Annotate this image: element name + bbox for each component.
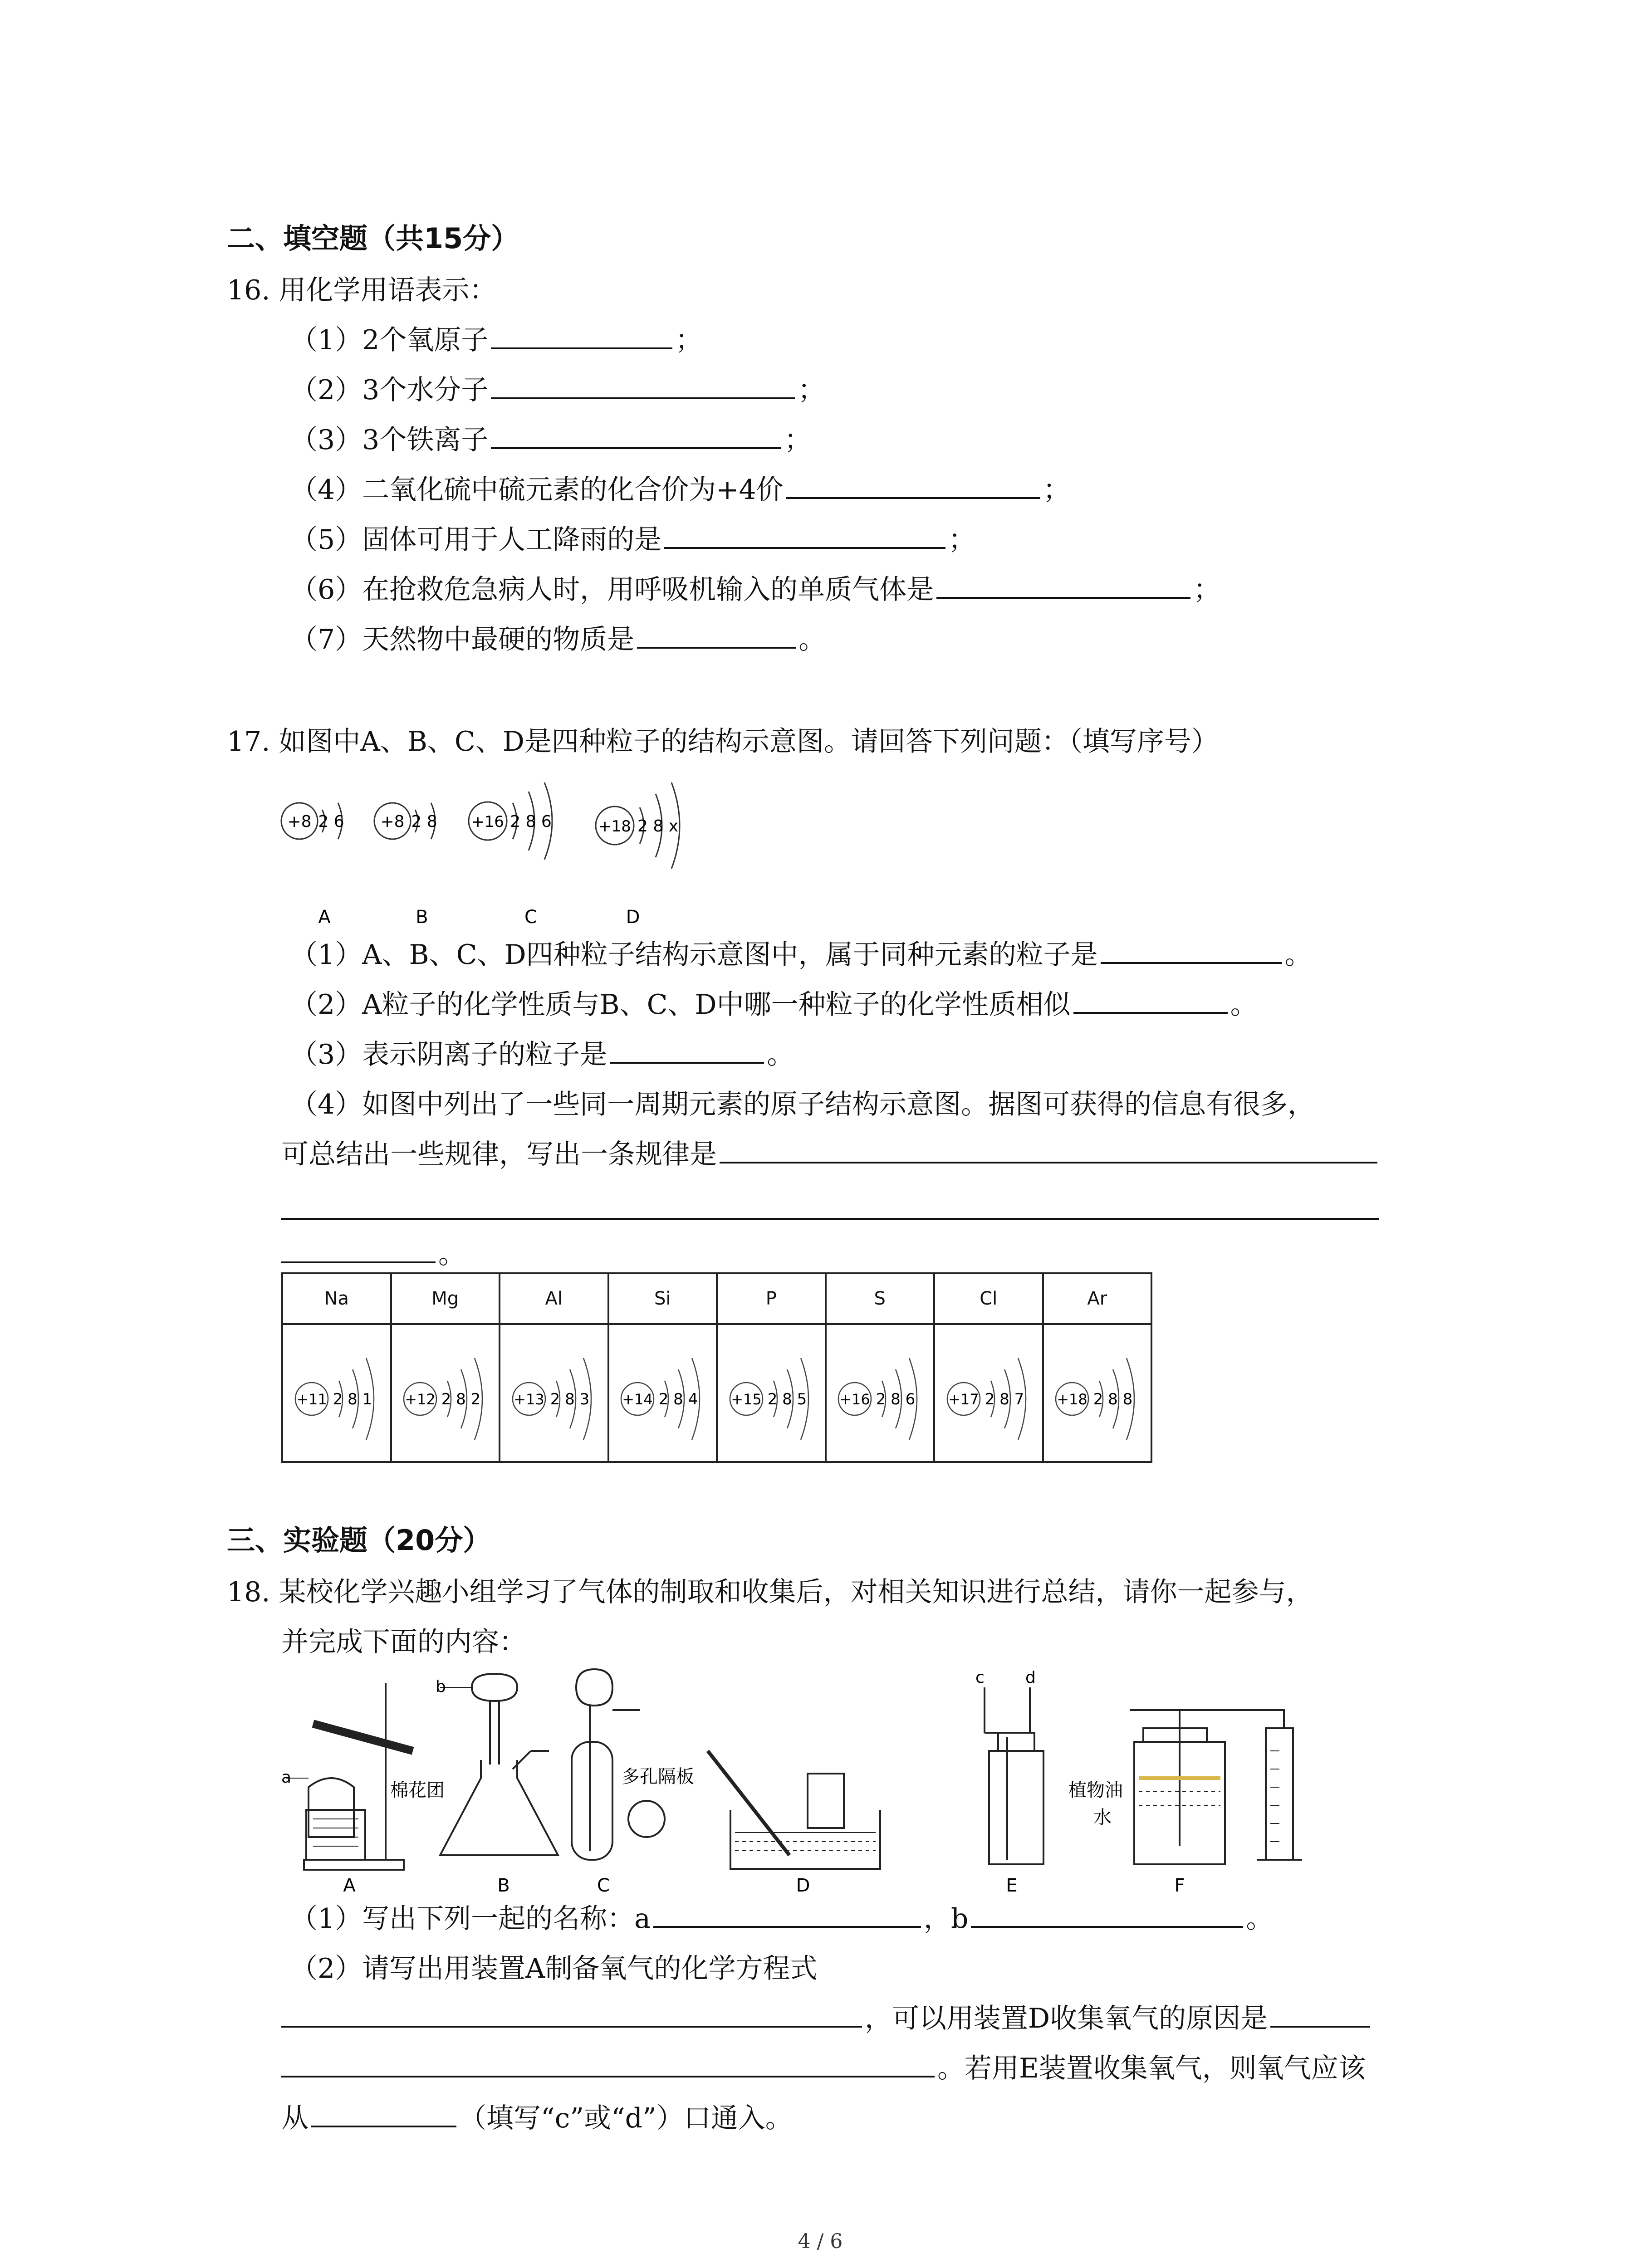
q18-stem-2: 并完成下面的内容： bbox=[281, 1626, 526, 1658]
symbol-na: Na bbox=[282, 1273, 391, 1324]
particle-b-shells: 2 8 bbox=[411, 812, 437, 831]
particle-d-label: D bbox=[626, 907, 640, 928]
atom-cell bbox=[500, 1324, 608, 1462]
atom-cell bbox=[608, 1324, 717, 1462]
svg-text:2 8 1: 2 8 1 bbox=[333, 1390, 372, 1408]
symbol-si: Si bbox=[608, 1273, 717, 1324]
q18-sub1: （1）写出下列一起的名称：a ，b 。 bbox=[290, 1903, 1274, 1935]
svg-text:+11: +11 bbox=[296, 1390, 327, 1408]
svg-text:+16: +16 bbox=[839, 1390, 871, 1408]
apparatus-label-d: D bbox=[796, 1875, 810, 1896]
label-d: d bbox=[1025, 1668, 1036, 1687]
label-porous-plate: 多孔隔板 bbox=[622, 1766, 694, 1787]
particle-c-shells: 2 8 6 bbox=[510, 812, 552, 831]
q16-stem: 16. 用化学用语表示： bbox=[227, 274, 497, 306]
q17-stem: 17. 如图中A、B、C、D是四种粒子的结构示意图。请回答下列问题：（填写序号） bbox=[227, 726, 1219, 758]
svg-text:+14: +14 bbox=[622, 1390, 653, 1408]
particle-diagrams bbox=[277, 767, 703, 930]
q17-sub1: （1）A、B、C、D四种粒子结构示意图中，属于同种元素的粒子是 。 bbox=[290, 939, 1312, 971]
label-water: 水 bbox=[1093, 1807, 1112, 1828]
label-b: b bbox=[436, 1677, 446, 1696]
q16-item-6: （6）在抢救危急病人时，用呼吸机输入的单质气体是 ； bbox=[290, 574, 1221, 606]
atom-cell bbox=[1043, 1324, 1152, 1462]
q16-item-5: （5）固体可用于人工降雨的是 ； bbox=[290, 524, 976, 556]
q17-sub3: （3）表示阴离子的粒子是 。 bbox=[290, 1039, 794, 1070]
svg-text:2 8 3: 2 8 3 bbox=[550, 1390, 590, 1408]
q17-sub2: （2）A粒子的化学性质与B、C、D中哪一种粒子的化学性质相似 。 bbox=[290, 989, 1258, 1021]
q18-sub2-d: 从 （填写“c”或“d”）口通入。 bbox=[281, 2102, 793, 2134]
symbol-s: S bbox=[826, 1273, 935, 1324]
symbol-cl: Cl bbox=[934, 1273, 1043, 1324]
symbol-p: P bbox=[717, 1273, 826, 1324]
particle-a-label: A bbox=[318, 907, 331, 928]
atom-cell bbox=[717, 1324, 826, 1462]
particle-b-label: B bbox=[416, 907, 428, 928]
q17-sub4a: （4）如图中列出了一些同一周期元素的原子结构示意图。据图可获得的信息有很多， bbox=[290, 1089, 1315, 1120]
atom-cell bbox=[934, 1324, 1043, 1462]
apparatus-illustration bbox=[277, 1660, 1502, 1896]
q16-item-3: （3）3个铁离子 ； bbox=[290, 424, 812, 456]
q16-item-7: （7）天然物中最硬的物质是 。 bbox=[290, 624, 826, 655]
svg-text:2 8 2: 2 8 2 bbox=[441, 1390, 481, 1408]
q18-sub2-c: 。若用E装置收集氧气，则氧气应该 bbox=[281, 2055, 1366, 2082]
apparatus-label-f: F bbox=[1174, 1875, 1185, 1896]
atom-cell bbox=[826, 1324, 935, 1462]
particle-c-label: C bbox=[524, 907, 537, 928]
particle-a-shells: 2 6 bbox=[318, 812, 344, 831]
q18-stem-1: 18. 某校化学兴趣小组学习了气体的制取和收集后，对相关知识进行总结，请你一起参与， bbox=[227, 1576, 1313, 1608]
particle-b-nucleus: +8 bbox=[380, 812, 405, 831]
page-number: 4 / 6 bbox=[798, 2230, 843, 2253]
svg-text:2 8 7: 2 8 7 bbox=[985, 1390, 1024, 1408]
label-cotton: 棉花团 bbox=[390, 1780, 445, 1801]
svg-text:2 8 4: 2 8 4 bbox=[658, 1390, 698, 1408]
particle-a-nucleus: +8 bbox=[287, 812, 312, 831]
q17-sub4b: 可总结出一些规律，写出一条规律是 bbox=[281, 1141, 1380, 1168]
apparatus-label-c: C bbox=[597, 1875, 610, 1896]
particle-d-shells: 2 8 x bbox=[637, 817, 678, 836]
q18-sub2-b: ，可以用装置D收集氧气的原因是 bbox=[281, 2005, 1373, 2032]
symbol-al: Al bbox=[500, 1273, 608, 1324]
label-plant-oil: 植物油 bbox=[1068, 1780, 1123, 1801]
symbol-mg: Mg bbox=[391, 1273, 500, 1324]
q16-item-4: （4）二氧化硫中硫元素的化合价为+4价 ； bbox=[290, 474, 1070, 506]
svg-text:+12: +12 bbox=[405, 1390, 436, 1408]
atom-cell bbox=[282, 1324, 391, 1462]
svg-text:+15: +15 bbox=[730, 1390, 762, 1408]
atom-cell bbox=[391, 1324, 500, 1462]
svg-text:+17: +17 bbox=[948, 1390, 979, 1408]
svg-text:2 8 5: 2 8 5 bbox=[767, 1390, 807, 1408]
particle-c-nucleus: +16 bbox=[471, 813, 504, 831]
q17-sub4-end: 。 bbox=[281, 1241, 465, 1268]
particle-d-nucleus: +18 bbox=[598, 817, 631, 836]
svg-text:2 8 8: 2 8 8 bbox=[1093, 1390, 1133, 1408]
q18-sub2: （2）请写出用装置A制备氧气的化学方程式 bbox=[290, 1953, 818, 1984]
section-3-title: 三、实验题（20分） bbox=[227, 1524, 491, 1557]
svg-text:+18: +18 bbox=[1057, 1390, 1088, 1408]
label-c: c bbox=[975, 1668, 985, 1687]
apparatus-label-a: A bbox=[343, 1875, 356, 1896]
q16-item-1: （1）2个氧原子 ； bbox=[290, 324, 703, 356]
apparatus-label-b: B bbox=[497, 1875, 510, 1896]
apparatus-label-e: E bbox=[1006, 1875, 1018, 1896]
section-2-title: 二、填空题（共15分） bbox=[227, 222, 519, 255]
q17-answer-line bbox=[281, 1218, 1379, 1220]
symbol-ar: Ar bbox=[1043, 1273, 1152, 1324]
q16-item-2: （2）3个水分子 ； bbox=[290, 374, 825, 406]
period-table bbox=[281, 1272, 1152, 1463]
svg-text:2 8 6: 2 8 6 bbox=[876, 1390, 916, 1408]
svg-text:+13: +13 bbox=[513, 1390, 544, 1408]
label-a: a bbox=[281, 1768, 292, 1787]
